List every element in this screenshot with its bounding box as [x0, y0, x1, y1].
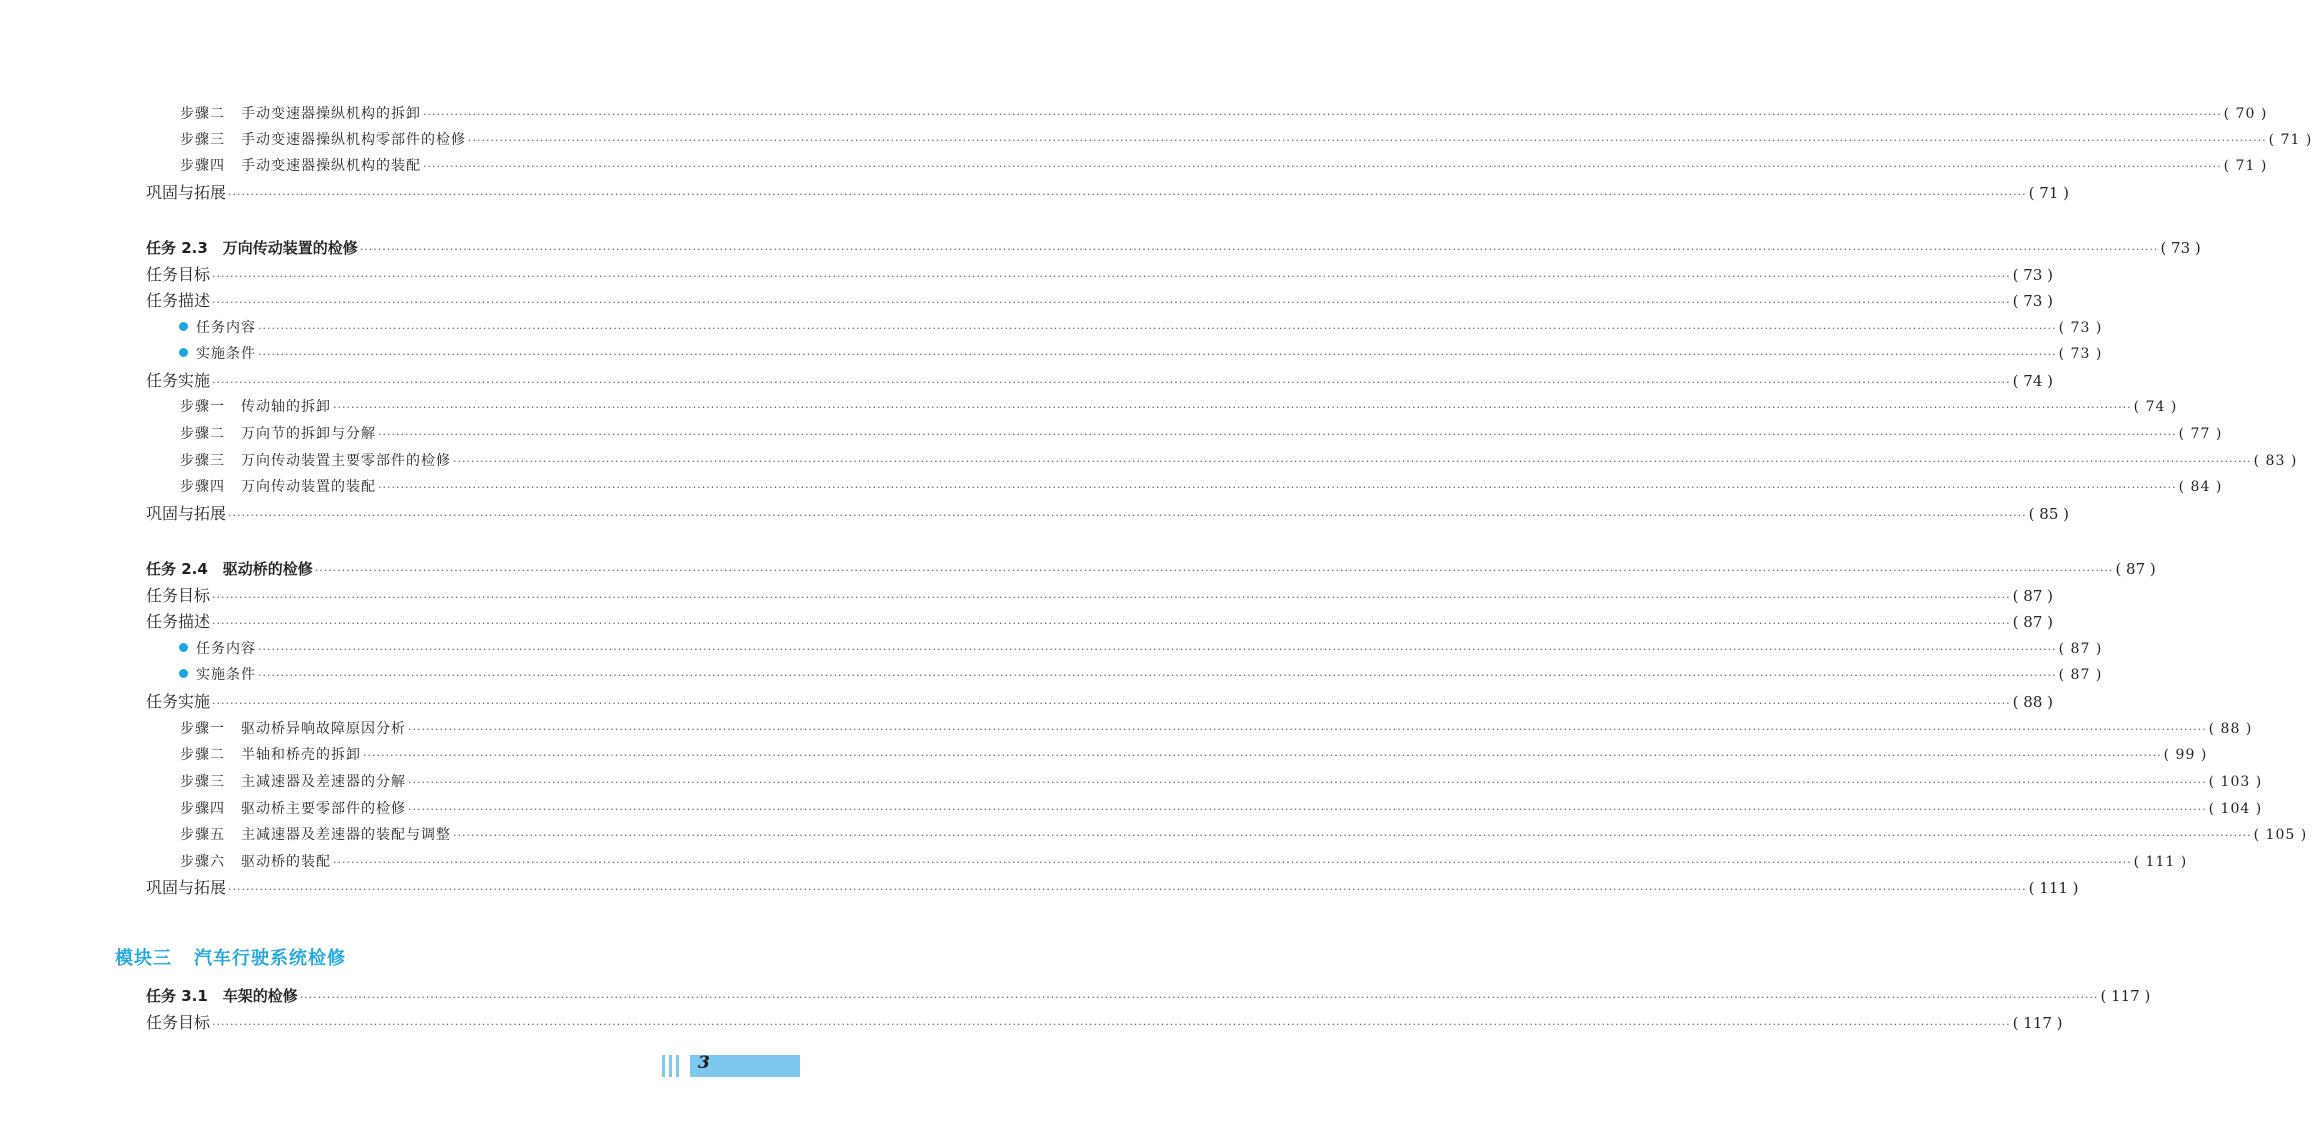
- dot-leader: ················································································································································································································································································································································································································: [228, 883, 2027, 896]
- toc-page-number: ( 73 ): [2012, 266, 2053, 284]
- toc-page-number: ( 99 ): [2163, 747, 2208, 763]
- toc-page-number: ( 77 ): [2178, 426, 2223, 442]
- dot-leader: ················································································································································································································································································································································································································: [212, 591, 2011, 604]
- toc-entry-title: 任务实施: [146, 371, 211, 390]
- bullet-dot-icon: [179, 348, 188, 357]
- dot-leader: ················································································································································································································································································································································································································: [212, 376, 2011, 389]
- toc-entry: [179, 663, 2103, 687]
- toc-step-label: 步骤一: [180, 721, 225, 737]
- toc-entry: [180, 797, 2263, 821]
- toc-page-number: ( 73 ): [2160, 239, 2201, 257]
- toc-entry: [146, 263, 2053, 287]
- toc-entry-title: [180, 395, 331, 419]
- toc-page-number: ( 71 ): [2223, 158, 2268, 174]
- toc-step-title: 主减速器及差速器的分解: [241, 774, 406, 790]
- bullet-dot-icon: [179, 669, 188, 678]
- toc-page-number: ( 88 ): [2012, 693, 2053, 711]
- toc-entry: [146, 584, 2053, 608]
- toc-entry: [180, 422, 2223, 446]
- toc-page-number: ( 117 ): [2100, 987, 2151, 1005]
- toc-entry: [180, 102, 2268, 126]
- toc-entry-title: [180, 743, 361, 767]
- dot-leader: ················································································································································································································································································································································································································: [299, 991, 2099, 1004]
- dot-leader: ················································································································································································································································································································································································································: [212, 697, 2011, 710]
- toc-page-number: ( 87 ): [2058, 667, 2103, 683]
- toc-step-title: 驱动桥异响故障原因分析: [241, 721, 406, 737]
- toc-step-title: 驱动桥的装配: [241, 854, 331, 870]
- toc-entry-title: [180, 154, 421, 178]
- dot-leader: ················································································································································································································································································································································································································: [212, 617, 2011, 630]
- toc-entry: [146, 610, 2053, 634]
- toc-entry-title: 任务目标: [146, 586, 211, 605]
- dot-leader: ················································································································································································································································································································································································································: [212, 1018, 2011, 1031]
- toc-entry-title: 巩固与拓展: [146, 878, 227, 897]
- toc-step-label: 步骤二: [180, 106, 225, 122]
- dot-leader: ················································································································································································································································································································································································································: [378, 428, 2177, 441]
- toc-entry-title: 任务目标: [146, 1013, 211, 1032]
- dot-leader: ················································································································································································································································································································································································································: [408, 803, 2207, 816]
- toc-entry-title: 任务 3.1 车架的检修: [146, 987, 298, 1005]
- toc-step-label: 步骤一: [180, 399, 225, 415]
- toc-step-label: 步骤四: [180, 479, 225, 495]
- toc-step-label: 步骤三: [180, 132, 225, 148]
- toc-page-number: ( 70 ): [2223, 106, 2268, 122]
- toc-step-label: 步骤三: [180, 774, 225, 790]
- toc-entry: [146, 557, 2156, 581]
- toc-entry: [180, 395, 2178, 419]
- toc-entry-title: [180, 797, 406, 821]
- toc-page-number: ( 117 ): [2012, 1014, 2063, 1032]
- toc-entry: [146, 289, 2053, 313]
- bullet-dot-icon: [179, 322, 188, 331]
- dot-leader: ················································································································································································································································································································································································································: [423, 160, 2222, 173]
- dot-leader: ················································································································································································································································································································································································································: [258, 669, 2057, 682]
- bullet-dot-icon: [179, 643, 188, 652]
- toc-page-number: ( 83 ): [2253, 453, 2298, 469]
- toc-entry-title: [180, 823, 451, 847]
- toc-step-label: 步骤五: [180, 827, 225, 843]
- toc-page-number: ( 111 ): [2028, 879, 2079, 897]
- dot-leader: ················································································································································································································································································································································································································: [314, 564, 2114, 577]
- dot-leader: ················································································································································································································································································································································································································: [212, 270, 2011, 283]
- toc-step-label: 步骤四: [180, 158, 225, 174]
- toc-step-title: 万向节的拆卸与分解: [241, 426, 376, 442]
- toc-entry-title: [180, 102, 421, 126]
- toc-entry-title: 任务 2.4 驱动桥的检修: [146, 560, 313, 578]
- toc-page-number: ( 73 ): [2058, 346, 2103, 362]
- toc-entry: [180, 717, 2253, 741]
- toc-entry-title: 任务描述: [146, 612, 211, 631]
- toc-entry: [180, 823, 2308, 847]
- toc-page-number: ( 105 ): [2253, 827, 2308, 843]
- dot-leader: ················································································································································································································································································································································································································: [228, 509, 2027, 522]
- toc-entry-title: [180, 128, 466, 152]
- toc-entry-title: [180, 475, 376, 499]
- toc-entry: [180, 128, 2312, 152]
- toc-entry-title: 任务描述: [146, 291, 211, 310]
- dot-leader: ················································································································································································································································································································································································································: [408, 776, 2207, 789]
- toc-page-number: ( 87 ): [2115, 560, 2156, 578]
- toc-page-number: ( 74 ): [2133, 399, 2178, 415]
- dot-leader: ················································································································································································································································································································································································································: [423, 108, 2222, 121]
- toc-entry-title: 任务实施: [146, 692, 211, 711]
- toc-entry: [180, 743, 2208, 767]
- toc-entry-title: 巩固与拓展: [146, 183, 227, 202]
- toc-entry: [180, 154, 2268, 178]
- toc-page-number: ( 103 ): [2208, 774, 2263, 790]
- toc-entry-title: 任务 2.3 万向传动装置的检修: [146, 239, 358, 257]
- toc-step-title: 手动变速器操纵机构零部件的检修: [241, 132, 466, 148]
- toc-page-number: ( 111 ): [2133, 854, 2188, 870]
- toc-page-number: ( 85 ): [2028, 505, 2069, 523]
- page-number: 3: [698, 1053, 710, 1073]
- toc-page-number: ( 73 ): [2012, 292, 2053, 310]
- toc-entry: [146, 876, 2079, 900]
- toc-entry: [180, 770, 2263, 794]
- dot-leader: ················································································································································································································································································································································································································: [453, 829, 2252, 842]
- toc-page-number: ( 87 ): [2012, 587, 2053, 605]
- toc-entry-title: 实施条件: [179, 663, 256, 687]
- module-heading: [115, 944, 346, 970]
- toc-step-title: 手动变速器操纵机构的拆卸: [241, 106, 421, 122]
- toc-entry-title: [180, 449, 451, 473]
- dot-leader: ················································································································································································································································································································································································································: [212, 296, 2011, 309]
- toc-entry-title: [180, 770, 406, 794]
- toc-entry: [146, 690, 2053, 714]
- dot-leader: ················································································································································································································································································································································································································: [468, 134, 2267, 147]
- dot-leader: ················································································································································································································································································································································································································: [258, 643, 2057, 656]
- dot-leader: ················································································································································································································································································································································································································: [378, 481, 2177, 494]
- toc-step-title: 传动轴的拆卸: [241, 399, 331, 415]
- dot-leader: ················································································································································································································································································································································································································: [408, 723, 2207, 736]
- dot-leader: ················································································································································································································································································································································································································: [453, 455, 2252, 468]
- toc-page-number: ( 71 ): [2028, 184, 2069, 202]
- toc-step-title: 手动变速器操纵机构的装配: [241, 158, 421, 174]
- toc-entry-title: 任务内容: [179, 316, 256, 340]
- toc-page-number: ( 71 ): [2268, 132, 2312, 148]
- toc-step-label: 步骤四: [180, 801, 225, 817]
- footer-stripes: [662, 1055, 683, 1077]
- toc-step-title: 主减速器及差速器的装配与调整: [241, 827, 451, 843]
- dot-leader: ················································································································································································································································································································································································································: [258, 348, 2057, 361]
- toc-page-number: ( 87 ): [2058, 641, 2103, 657]
- toc-entry: [179, 637, 2103, 661]
- toc-step-label: 步骤三: [180, 453, 225, 469]
- dot-leader: ················································································································································································································································································································································································································: [333, 856, 2132, 869]
- toc-page-number: ( 104 ): [2208, 801, 2263, 817]
- toc-step-label: 步骤六: [180, 854, 225, 870]
- toc-step-label: 步骤二: [180, 426, 225, 442]
- toc-entry: [146, 1011, 2063, 1035]
- toc-page-number: ( 87 ): [2012, 613, 2053, 631]
- toc-page-number: ( 88 ): [2208, 721, 2253, 737]
- toc-entry: [180, 475, 2223, 499]
- dot-leader: ················································································································································································································································································································································································································: [333, 401, 2132, 414]
- dot-leader: ················································································································································································································································································································································································································: [363, 749, 2162, 762]
- toc-entry: [146, 502, 2069, 526]
- toc-step-label: 步骤二: [180, 747, 225, 763]
- toc-entry-title: [180, 850, 331, 874]
- dot-leader: ················································································································································································································································································································································································································: [258, 322, 2057, 335]
- toc-entry: [180, 449, 2298, 473]
- toc-entry: [146, 181, 2069, 205]
- dot-leader: ················································································································································································································································································································································································································: [359, 243, 2159, 256]
- toc-step-title: 万向传动装置的装配: [241, 479, 376, 495]
- toc-entry-title: 任务内容: [179, 637, 256, 661]
- toc-step-title: 万向传动装置主要零部件的检修: [241, 453, 451, 469]
- toc-entry: [146, 236, 2201, 260]
- module-label: 模块三: [115, 948, 172, 969]
- module-title: 汽车行驶系统检修: [194, 948, 346, 969]
- toc-step-title: 半轴和桥壳的拆卸: [241, 747, 361, 763]
- toc-page-number: ( 74 ): [2012, 372, 2053, 390]
- toc-entry: [146, 369, 2053, 393]
- toc-entry: [179, 342, 2103, 366]
- toc-entry-title: 实施条件: [179, 342, 256, 366]
- dot-leader: ················································································································································································································································································································································································································: [228, 188, 2027, 201]
- toc-entry: [146, 984, 2151, 1008]
- toc-step-title: 驱动桥主要零部件的检修: [241, 801, 406, 817]
- toc-entry: [179, 316, 2103, 340]
- toc-entry-title: [180, 717, 406, 741]
- toc-entry-title: 任务目标: [146, 265, 211, 284]
- toc-entry-title: [180, 422, 376, 446]
- toc-page-number: ( 73 ): [2058, 320, 2103, 336]
- toc-entry-title: 巩固与拓展: [146, 504, 227, 523]
- toc-page-number: ( 84 ): [2178, 479, 2223, 495]
- toc-entry: [180, 850, 2188, 874]
